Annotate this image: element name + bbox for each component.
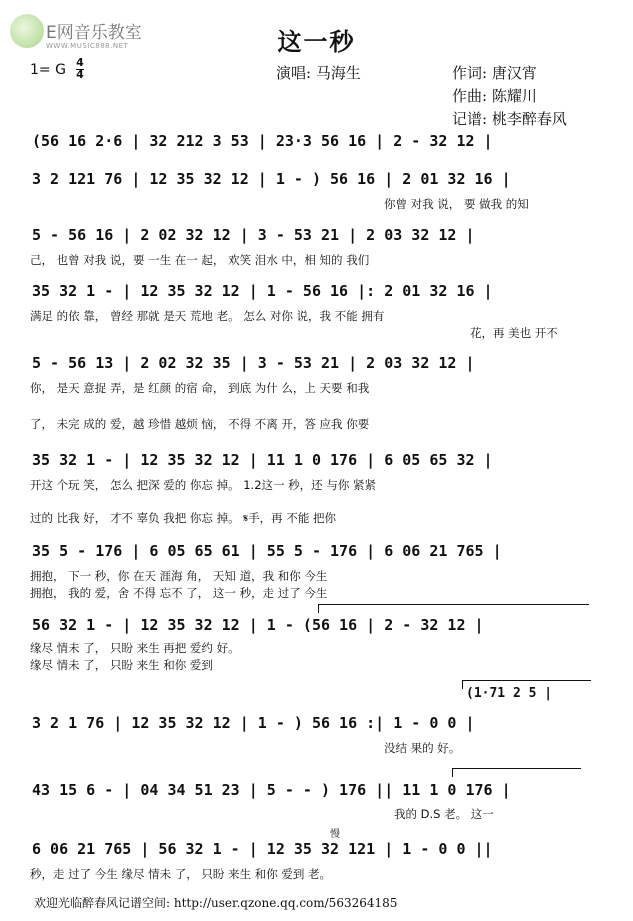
lyric-line-7a: 拥抱， 下一 秒，你 在天 涯海 角， 天知 道，我 和你 今生: [30, 569, 328, 583]
lyric-line-12: 秒，走 过了 今生 缘尽 情未 了， 只盼 来生 和你 爱到 老。: [30, 867, 332, 881]
volta-1: [318, 604, 589, 613]
score-line-1: (56 16 2·6 | 32 212 3 53 | 23·3 56 16 | 2 - 32 12 |: [32, 132, 493, 150]
score-line-7: 35 5 - 176 | 6 05 65 61 | 55 5 - 176 | 6 06 21 765 |: [32, 542, 502, 560]
lyric-line-2: 你曾 对我 说， 要 做我 的知: [384, 197, 529, 211]
lyric-line-6b: 过的 比我 好， 才不 辜负 我把 你忘 掉。 𝄋手，再 不能 把你: [30, 511, 336, 525]
lyric-line-4a: 满足 的依 靠， 曾经 那就 是天 荒地 老。 怎么 对你 说，我 不能 拥有: [30, 309, 385, 323]
score-line-10: 3 2 1 76 | 12 35 32 12 | 1 - ) 56 16 :| 1 - 0 0 |: [32, 714, 475, 732]
lyric-line-6a: 开这 个玩 笑， 怎么 把深 爱的 你忘 掉。 1.2这一 秒，还 与你 紧紧: [30, 478, 376, 492]
lyric-line-5b: 了， 未完 成的 爱，越 珍惜 越烦 恼， 不得 不离 开，答 应我 你要: [30, 417, 370, 431]
lyric-line-3: 己， 也曾 对我 说，要 一生 在一 起， 欢笑 泪水 中，相 知的 我们: [30, 253, 370, 267]
score-line-5: 5 - 56 13 | 2 02 32 35 | 3 - 53 21 | 2 03 32 12 |: [32, 354, 475, 372]
lyric-line-5a: 你， 是天 意捉 弄，是 红颜 的宿 命， 到底 为什 么，上 天要 和我: [30, 381, 370, 395]
logo-url: WWW.MUSIC888.NET: [46, 42, 129, 50]
score-line-9: (1·71 2 5 |: [466, 686, 553, 701]
lyric-line-10: 没结 果的 好。: [384, 741, 461, 755]
lyric-line-11: 我的 D.S 老。 这一: [394, 807, 494, 821]
score-line-6: 35 32 1 - | 12 35 32 12 | 11 1 0 176 | 6 05 65 32 |: [32, 451, 493, 469]
time-signature: [76, 58, 84, 80]
volta-3: [452, 768, 581, 777]
score-line-11: 43 15 6 - | 04 34 51 23 | 5 - - ) 176 || 11 1 0 176 |: [32, 781, 511, 799]
composer-credit: 作曲: 陈耀川: [452, 87, 537, 105]
lyric-line-7b: 拥抱， 我的 爱，舍 不得 忘不 了， 这一 秒，走 过了 今生: [30, 586, 328, 600]
logo-name: E网音乐教室: [46, 23, 142, 43]
transcriber-credit: 记谱: 桃李醉春风: [452, 110, 567, 128]
footer-credit: 欢迎光临醉春风记谱空间: http://user.qzone.qq.com/563264185: [34, 896, 398, 910]
score-line-4: 35 32 1 - | 12 35 32 12 | 1 - 56 16 |: 2 01 32 16 |: [32, 282, 493, 300]
key-signature: 1= G: [30, 62, 66, 78]
score-line-12: 6 06 21 765 | 56 32 1 - | 12 35 32 121 | 1 - 0 0 ||: [32, 840, 493, 858]
tempo-mark: 慢: [330, 829, 340, 840]
score-line-3: 5 - 56 16 | 2 02 32 12 | 3 - 53 21 | 2 03 32 12 |: [32, 226, 475, 244]
score-line-2: 3 2 121 76 | 12 35 32 12 | 1 - ) 56 16 | 2 01 32 16 |: [32, 170, 511, 188]
lyric-line-4b: 花，再 美也 开不: [470, 326, 558, 340]
lyric-line-8b: 缘尽 情未 了， 只盼 来生 和你 爱到: [30, 658, 213, 672]
lyric-line-8a: 缘尽 情未 了， 只盼 来生 再把 爱约 好。: [30, 641, 240, 655]
lyricist-credit: 作词: 唐汉宵: [452, 64, 537, 82]
singer-credit: 演唱: 马海生: [276, 64, 361, 82]
score-line-8: 56 32 1 - | 12 35 32 12 | 1 - (56 16 | 2 - 32 12 |: [32, 616, 484, 634]
time-signature-bottom: 4: [76, 68, 84, 81]
song-title: 这一秒: [277, 27, 356, 56]
time-signature-top: 4: [76, 56, 84, 69]
